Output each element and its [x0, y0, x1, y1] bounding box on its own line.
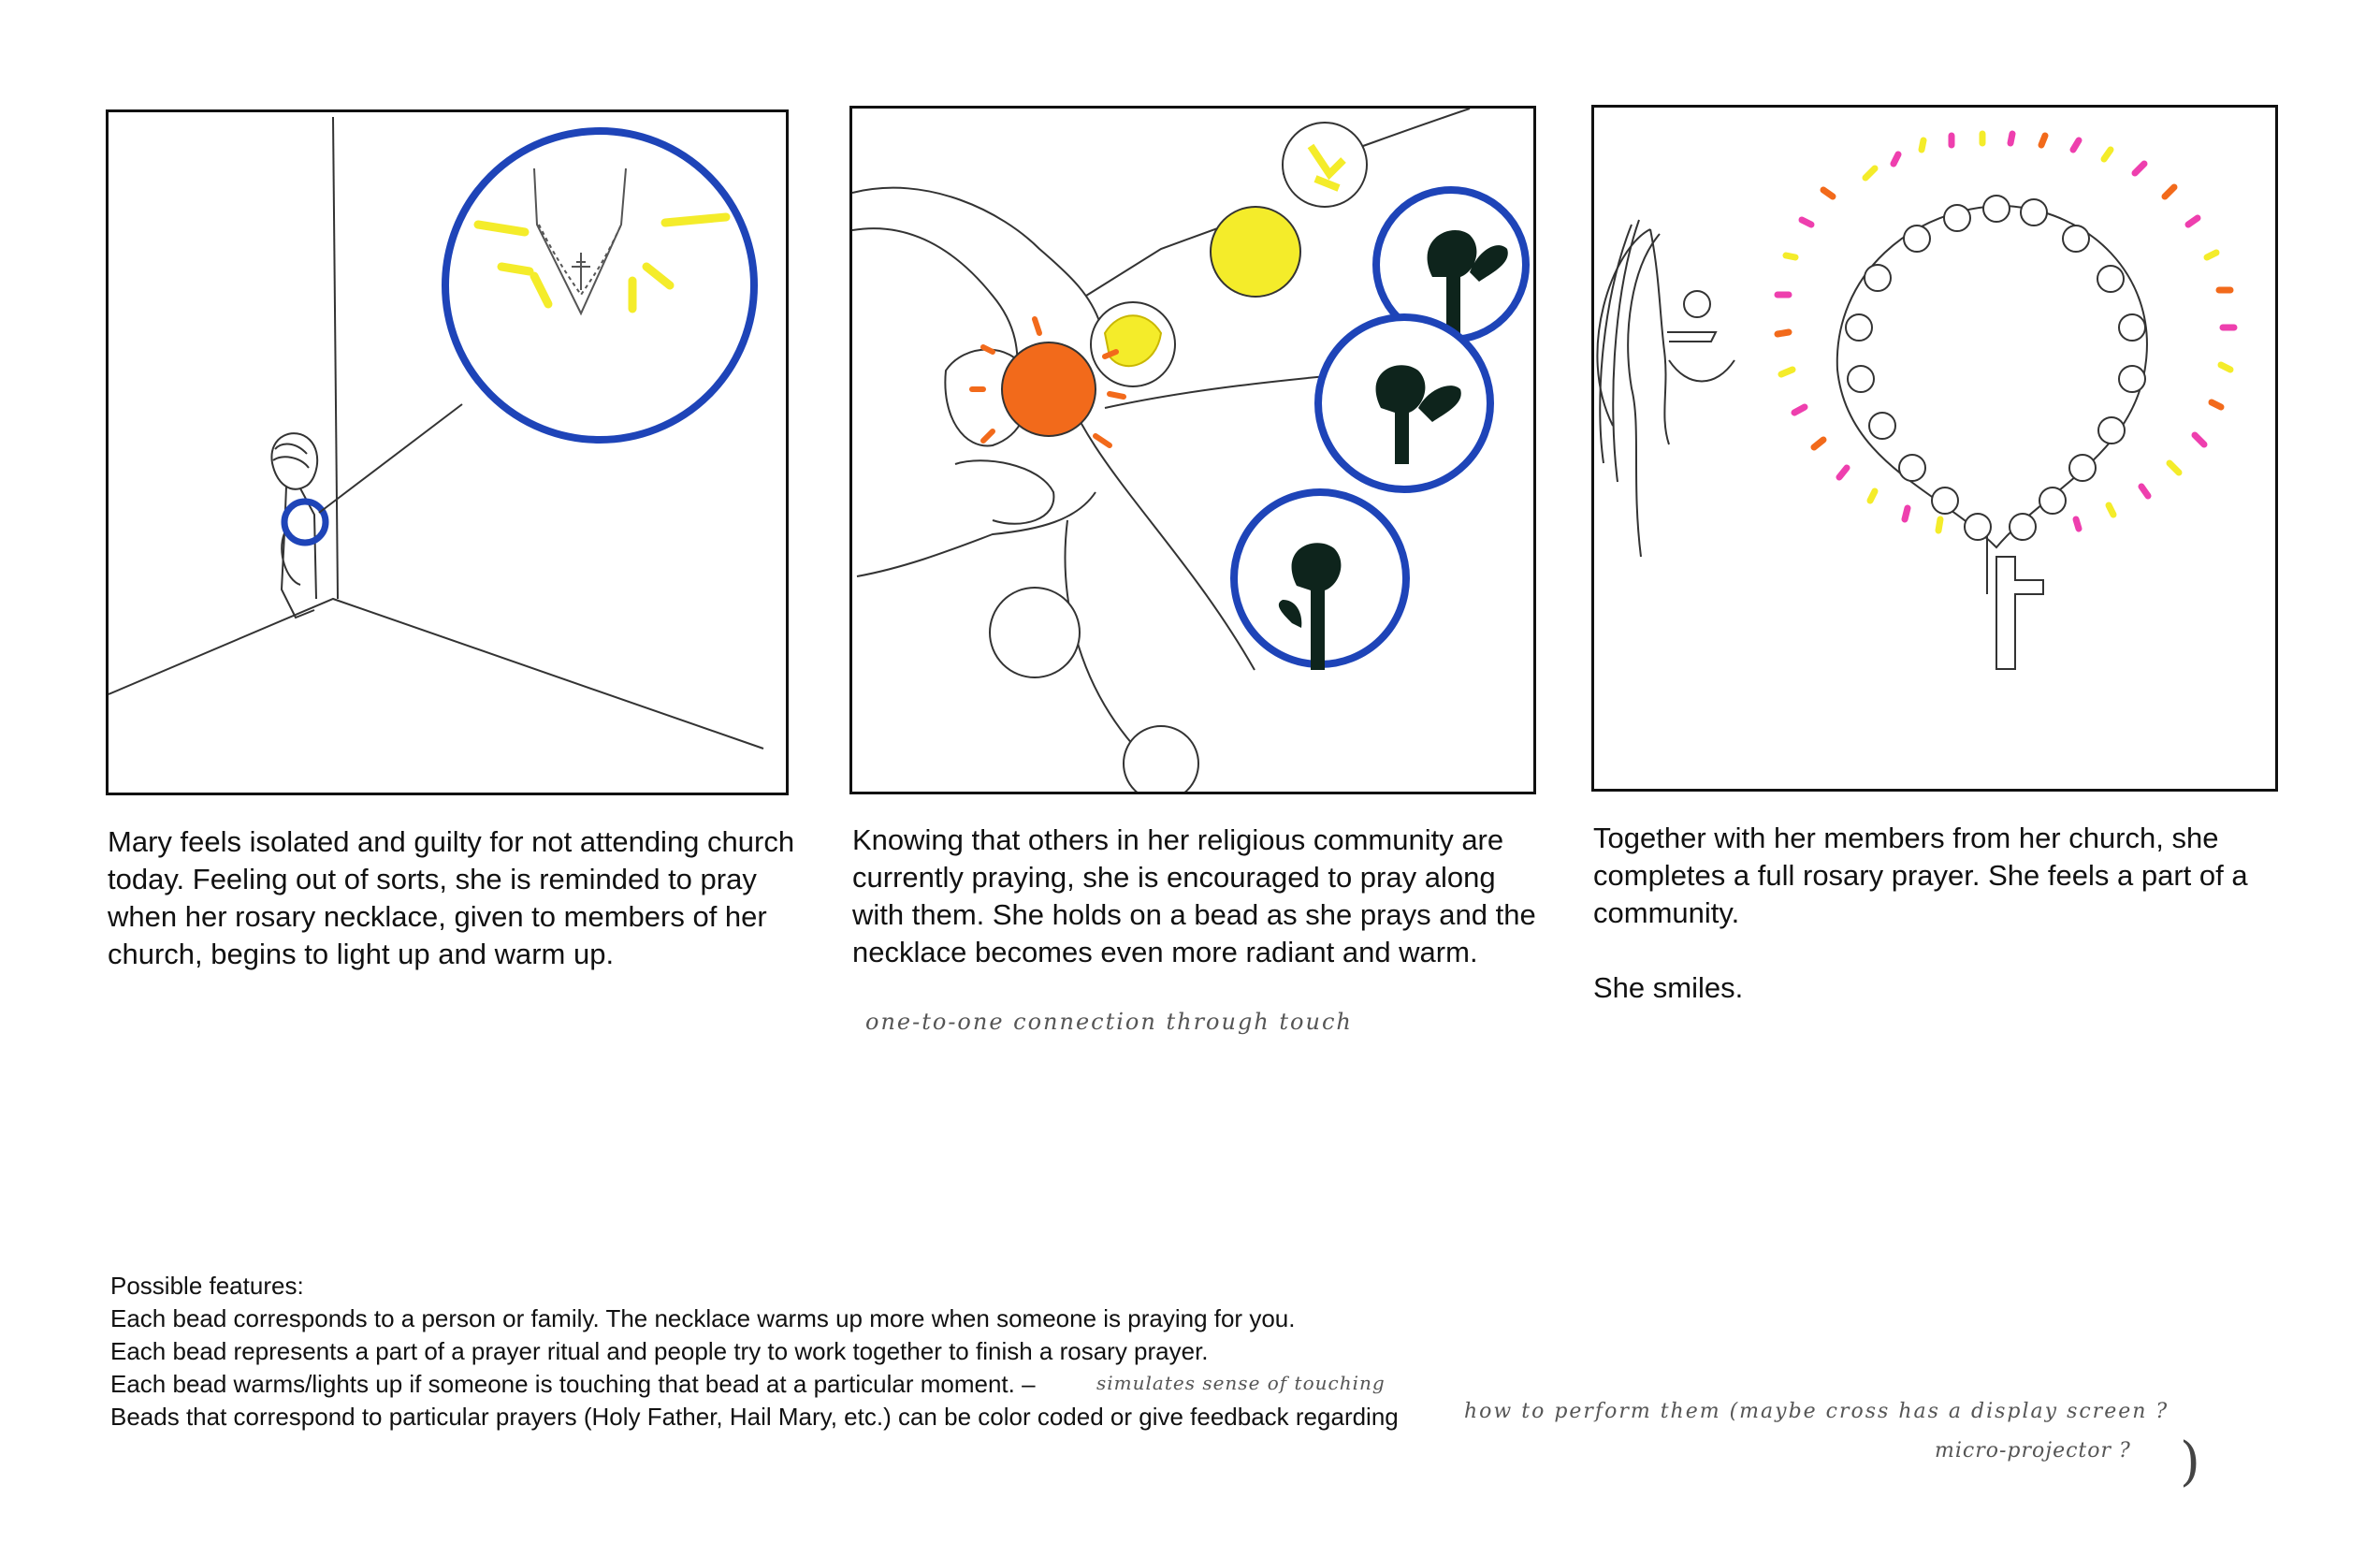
panel-1-sketch: [109, 112, 786, 793]
necklace-highlight-small: [284, 502, 326, 543]
panel-3-caption: [1593, 820, 2286, 1007]
necklace-zoom-circle: [445, 131, 754, 440]
panel-2-sketch: [852, 109, 1533, 792]
handwritten-closing-paren: ): [2180, 1432, 2200, 1492]
storyboard-panel-2: [849, 106, 1536, 794]
mary-figure: [271, 433, 317, 618]
storyboard-panel-1: [106, 109, 789, 795]
feature-item: Each bead represents a part of a prayer ritual and people try to work together to finish a rosary prayer.: [110, 1337, 1209, 1365]
zoom-connector-line: [319, 404, 462, 513]
feature-item: Beads that correspond to particular prayers (Holy Father, Hail Mary, etc.) can be color coded or give feedback regarding: [110, 1403, 1399, 1431]
panel-3-caption-text: Together with her members from her church, she completes a full rosary prayer. She feels a part of a community.: [1593, 822, 2248, 929]
panel-2-caption-text: Knowing that others in her religious community are currently praying, she is encouraged to pray along with them. She holds on a bead as she prays and the necklace becomes even more radiant and warm.: [852, 823, 1536, 968]
handwritten-micro-note: micro-projector ?: [1935, 1439, 2131, 1462]
feature-item: Each bead warms/lights up if someone is touching that bead at a particular moment. –: [110, 1370, 1036, 1398]
panel-1-caption: [108, 823, 800, 973]
bead-yellow-large: [1211, 207, 1300, 297]
panel-2-caption: [852, 822, 1545, 971]
handwritten-touch-note: one-to-one connection through touch: [865, 1009, 1353, 1035]
feature-item: Each bead corresponds to a person or family. The necklace warms up more when someone is praying for you.: [110, 1304, 1296, 1332]
wall-corner-line: [333, 117, 338, 599]
panel-3-caption-extra: She smiles.: [1593, 971, 1744, 1004]
necklace-closeup: [534, 168, 626, 313]
smiling-face: [1597, 220, 1734, 557]
panel-3-sketch: [1594, 108, 2275, 789]
bead-empty-lower: [990, 588, 1080, 677]
storyboard-panel-3: [1591, 105, 2278, 792]
bead-empty-bottom: [1124, 726, 1198, 792]
features-heading: Possible features:: [110, 1272, 304, 1300]
features-list: [110, 1270, 1514, 1433]
handwritten-sense-note: simulates sense of touching: [1096, 1372, 1386, 1394]
floor-lines: [109, 599, 763, 749]
panel-1-caption-text: Mary feels isolated and guilty for not attending church today. Feeling out of sorts, she is reminded to pray when her rosary necklace, given to members of her church, begins to light up and warm up.: [108, 825, 795, 970]
held-bead-orange: [1002, 342, 1096, 436]
handwritten-how-note: how to perform them (maybe cross has a display screen ?: [1464, 1400, 2170, 1423]
